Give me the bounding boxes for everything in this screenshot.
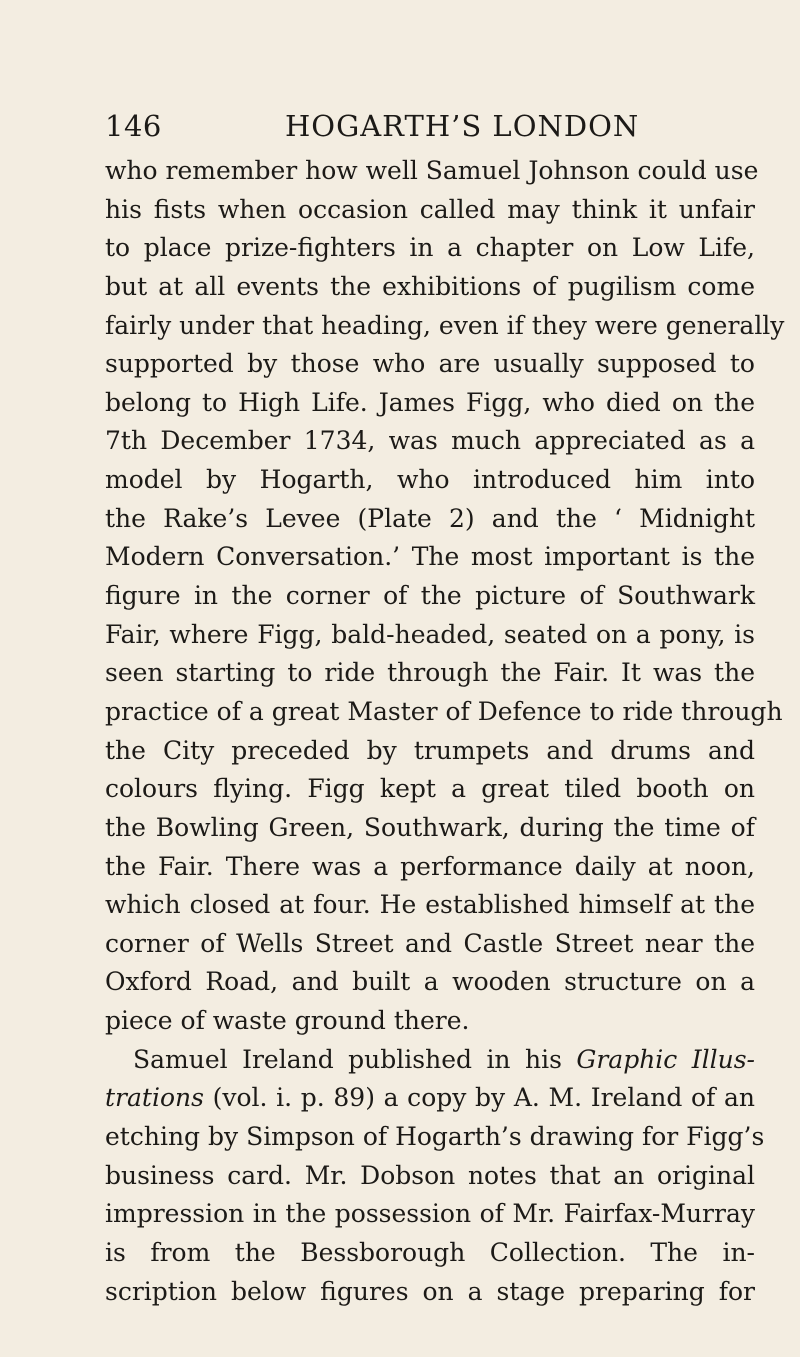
text-line: colours flying. Figg kept a great tiled booth on xyxy=(105,774,755,804)
text-line: the City preceded by trumpets and drums and xyxy=(105,735,755,765)
text-line: Oxford Road, and built a wooden structure on a xyxy=(105,967,755,997)
text-line: scription below figures on a stage preparing for xyxy=(105,1276,755,1306)
text-run: Samuel Ireland published in his xyxy=(133,1044,577,1074)
text-line xyxy=(105,1079,755,1118)
text-line: belong to High Life. James Figg, who died on the xyxy=(105,387,755,417)
text-line: etching by Simpson of Hogarth’s drawing for Figg’s xyxy=(105,1122,765,1152)
text-run: (vol. i. p. 89) a copy by A. M. Ireland of an xyxy=(203,1083,755,1113)
body-text xyxy=(105,152,785,1311)
text-line: his fists when occasion called may think it unfair xyxy=(105,194,755,224)
text-line: but at all events the exhibitions of pugilism come xyxy=(105,271,755,301)
text-line: the Bowling Green, Southwark, during the time of xyxy=(105,812,755,842)
text-line: fairly under that heading, even if they were generally xyxy=(105,310,785,340)
text-line: Fair, where Figg, bald-headed, seated on a pony, is xyxy=(105,619,755,649)
text-line: business card. Mr. Dobson notes that an original xyxy=(105,1160,755,1190)
text-line: piece of waste ground there. xyxy=(105,1006,470,1036)
text-line: is from the Bessborough Collection. The in- xyxy=(105,1237,755,1267)
running-title: HOGARTH’S LONDON xyxy=(285,109,640,143)
text-line: figure in the corner of the picture of Southwark xyxy=(105,581,755,611)
text-line: the Fair. There was a performance daily at noon, xyxy=(105,851,755,881)
text-line: impression in the possession of Mr. Fairfax-Murray xyxy=(105,1199,755,1229)
text-line: the Rake’s Levee (Plate 2) and the ‘ Midnight xyxy=(105,503,755,533)
text-line: Modern Conversation.’ The most important is the xyxy=(105,542,755,572)
book-title-italic: Graphic Illus- xyxy=(576,1044,755,1074)
text-line: 7th December 1734, was much appreciated as a xyxy=(105,426,755,456)
text-line: which closed at four. He established himself at the xyxy=(105,890,755,920)
text-line: to place prize-fighters in a chapter on Low Life, xyxy=(105,233,755,263)
text-line xyxy=(105,1041,755,1080)
text-line: practice of a great Master of Defence to ride through xyxy=(105,696,783,726)
page-number: 146 xyxy=(105,109,162,143)
paragraph-1 xyxy=(105,152,785,1041)
text-line: supported by those who are usually supposed to xyxy=(105,349,755,379)
paragraph-2 xyxy=(105,1041,765,1311)
text-line: model by Hogarth, who introduced him into xyxy=(105,465,755,495)
book-title-italic: trations xyxy=(105,1083,204,1113)
page-header xyxy=(105,106,755,146)
text-line: who remember how well Samuel Johnson could use xyxy=(105,156,759,185)
text-line: seen starting to ride through the Fair. It was the xyxy=(105,658,755,688)
text-line: corner of Wells Street and Castle Street near the xyxy=(105,928,755,958)
